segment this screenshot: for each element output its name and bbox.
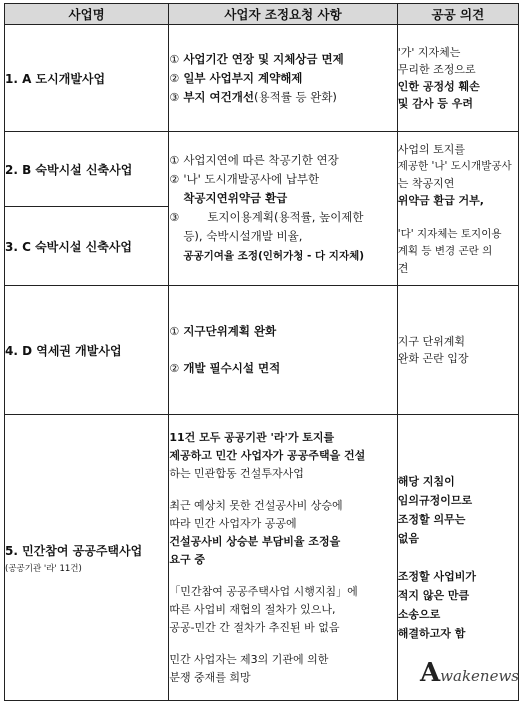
opinion-cell: '가' 지자체는 무리한 조정으로 인한 공정성 훼손 및 감사 등 우려 [397,25,518,132]
project-subtitle: (공공기관 '라' 11건) [5,563,82,574]
table-row [5,132,519,207]
opinion-cell: 지구 단위계획 완화 곤란 입장 [397,286,518,415]
request-cell: ① 지구단위계획 완화 ② 개발 필수시설 면적 [169,286,397,415]
header-opinion: 공공 의견 [397,4,518,25]
request-cell: ① 사업기간 연장 및 지체상금 면제 ② 일부 사업부지 계약해제 ③ 부지 여건개선(용적률 등 완화) [169,25,397,132]
project-name: 2. B 숙박시설 신축사업 [5,132,169,207]
project-name: 4. D 역세권 개발사업 [5,286,169,415]
project-name: 1. A 도시개발사업 [5,25,169,132]
header-request: 사업자 조정요청 사항 [169,4,397,25]
request-cell: 11건 모두 공공기관 '라'가 토지를 제공하고 민간 사업자가 공공주택을 건설 하는 민관합동 건설투자사업 최근 예상치 못한 건설공사비 상승에 따라 민간 사업자가 공공에 건설공사비 상승분 부담비율 조정을 요구 중 「민간참여 공공주택사업 시행지침」에 따른 사업비 재협의 절차가 있으나, 공공-민간 간 절차가 추진된 바 없음 민간 사업자는 제3의 기관에 의한 분쟁 중재를 희망 [169,415,397,701]
opinion-cell: 사업의 토지를 제공한 '나' 도시개발공사 는 착공지연 위약금 환급 거부, '다' 지자체는 토지이용 계획 등 변경 곤란 의 견 [397,132,518,286]
table-row [5,286,519,415]
request-cell: ① 사업지연에 따른 착공기한 연장 ② '나' 도시개발공사에 납부한 착공지연위약금 환급 ③ 토지이용계획(용적률, 높이제한 등), 숙박시설개발 비율, 공공기여율 조정(인허가청 - 다 지자체) [169,132,397,286]
project-name: 3. C 숙박시설 신축사업 [5,207,169,286]
mediation-table [4,3,519,701]
table-row [5,25,519,132]
project-name: 5. 민간참여 공공주택사업 (공공기관 '라' 11건) [5,415,169,701]
watermark-logo: Awakenews [419,658,519,688]
header-row [5,4,519,25]
header-project: 사업명 [5,4,169,25]
opinion-cell: 해당 지침이 임의규정이므로 조정할 의무는 없음 조정할 사업비가 적지 않은 만큼 소송으로 해결하고자 함 [397,415,518,701]
